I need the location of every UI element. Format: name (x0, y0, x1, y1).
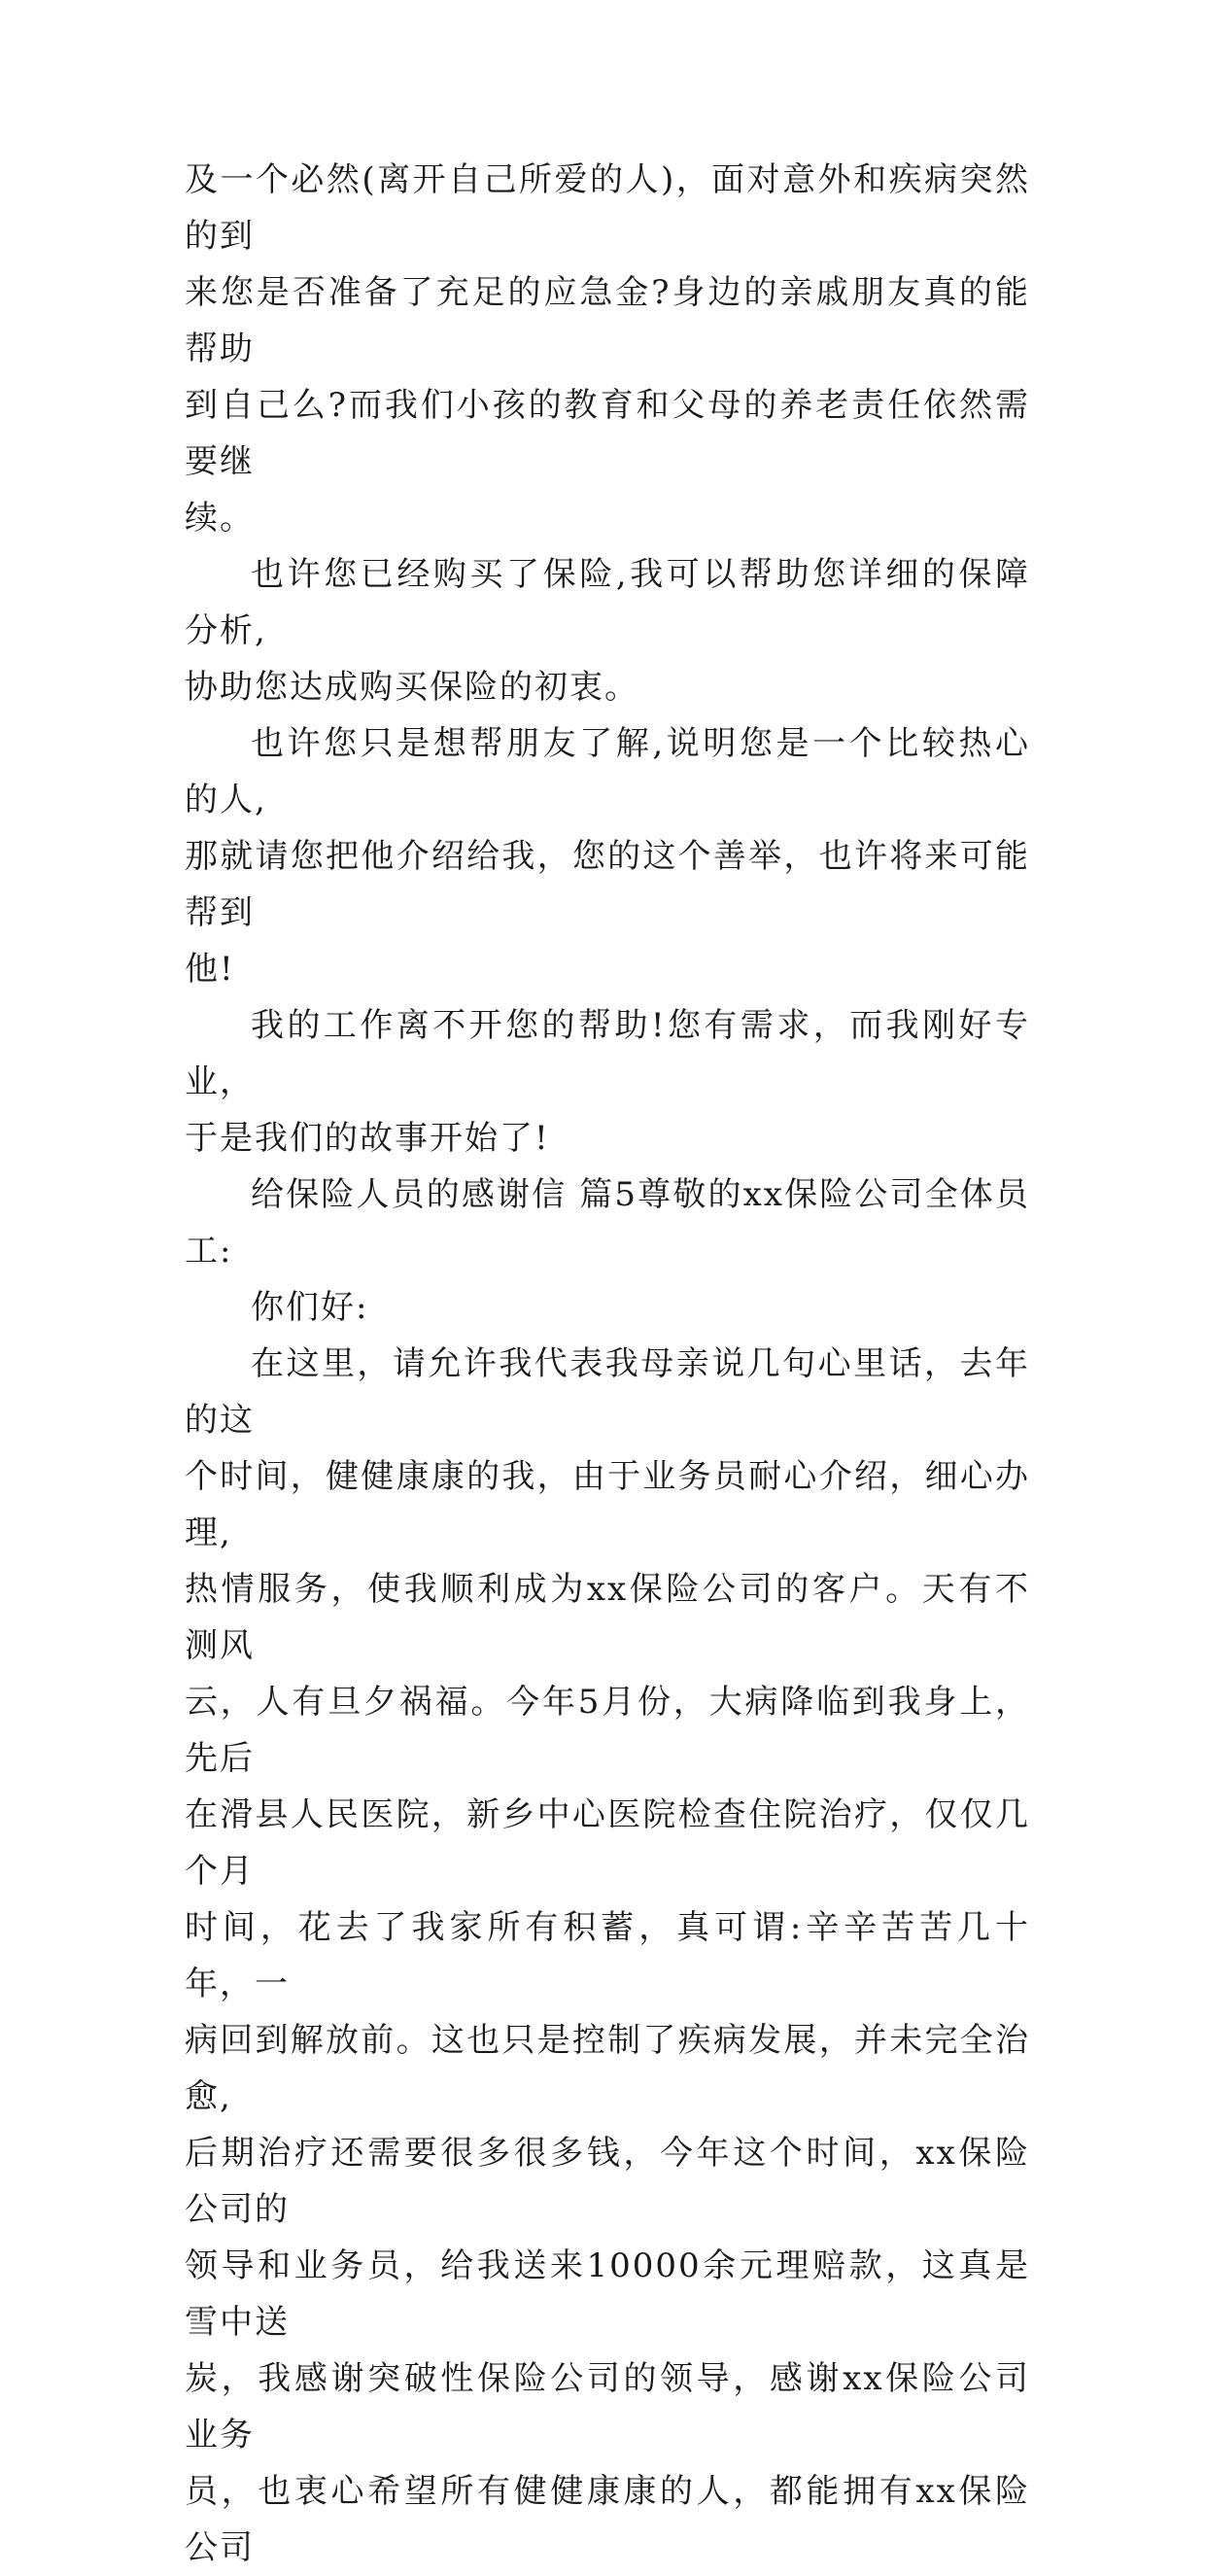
letter-greeting (185, 1279, 1030, 1336)
text-line: 炭，我感谢突破性保险公司的领导，感谢xx保险公司业务 (185, 2359, 1030, 2454)
paragraph-letter-body (185, 1336, 1030, 2576)
text-line: 云，人有旦夕祸福。今年5月份，大病降临到我身上，先后 (185, 1683, 1030, 1778)
text-line: 来您是否准备了充足的应急金?身边的亲戚朋友真的能帮助 (185, 273, 1030, 368)
text-line: 在这里，请允许我代表我母亲说几句心里话，去年的这 (185, 1344, 1030, 1440)
paragraph-emergency-fund (185, 152, 1030, 546)
text-line: 及一个必然(离开自己所爱的人)，面对意外和疾病突然的到 (185, 160, 1030, 256)
text-line: 个时间，健健康康的我，由于业务员耐心介绍，细心办理, (185, 1457, 1030, 1552)
text-line: 热情服务，使我顺利成为xx保险公司的客户。天有不测风 (185, 1570, 1030, 1665)
text-line: 领导和业务员，给我送来10000余元理赔款，这真是雪中送 (185, 2246, 1030, 2342)
text-line: 时间，花去了我家所有积蓄，真可谓:辛辛苦苦几十年，一 (185, 1908, 1030, 2003)
paragraph-already-insured (185, 546, 1030, 715)
text-line: 那就请您把他介绍给我，您的这个善举，也许将来可能帮到 (185, 837, 1030, 932)
letter-heading (185, 1166, 1030, 1279)
text-line: 后期治疗还需要很多很多钱，今年这个时间，xx保险公司的 (185, 2134, 1030, 2229)
text-line: 他! (185, 950, 235, 989)
document-body (185, 152, 1030, 2576)
paragraph-our-story (185, 997, 1030, 1166)
text-line: 也许您已经购买了保险,我可以帮助您详细的保障分析, (185, 555, 1030, 650)
text-line: 续。 (185, 499, 255, 538)
paragraph-help-friend (185, 715, 1030, 997)
text-line: 于是我们的故事开始了! (185, 1119, 550, 1158)
text-line: 我的工作离不开您的帮助!您有需求，而我刚好专业， (185, 1006, 1030, 1101)
text-line: 给保险人员的感谢信 篇5尊敬的xx保险公司全体员工: (185, 1175, 1030, 1271)
text-line: 你们好: (251, 1288, 369, 1327)
text-line: 到自己么?而我们小孩的教育和父母的养老责任依然需要继 (185, 386, 1030, 481)
text-line: 病回到解放前。这也只是控制了疾病发展，并未完全治愈, (185, 2021, 1030, 2116)
text-line: 协助您达成购买保险的初衷。 (185, 668, 639, 707)
text-line: 也许您只是想帮朋友了解,说明您是一个比较热心的人, (185, 724, 1030, 819)
text-line: 员，也衷心希望所有健健康康的人，都能拥有xx保险公司 (185, 2472, 1030, 2567)
text-line: 在滑县人民医院，新乡中心医院检查住院治疗，仅仅几个月 (185, 1795, 1030, 1891)
